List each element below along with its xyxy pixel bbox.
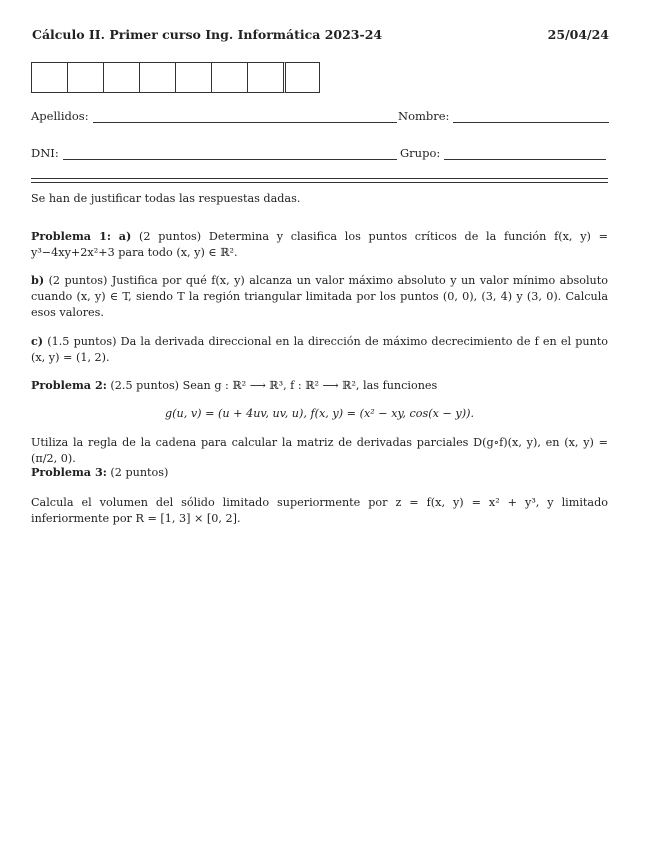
problem-2-intro [31,377,608,394]
dni-line[interactable] [63,158,397,160]
divider-bottom [31,182,608,183]
grade-box[interactable] [67,62,104,93]
exam-title: Cálculo II. Primer curso Ing. Informática 2023-24 [32,27,383,42]
problem-2-task: Utiliza la regla de la cadena para calcular la matriz de derivadas parciales D(g∘f)(x, y), en (x, y) = (π/2, 0). [31,436,608,465]
grade-box-total[interactable] [283,62,320,93]
grade-box[interactable] [175,62,212,93]
problem-3-label: Problema 3: [31,465,107,479]
apellidos-line[interactable] [93,121,397,123]
apellidos-field [31,109,397,123]
grade-box[interactable] [31,62,68,93]
problem-1c [31,333,608,366]
problem-2-label: Problema 2: [31,378,107,392]
dni-label: DNI: [31,146,59,160]
problem-3-text: Calcula el volumen del sólido limitado superiormente por z = f(x, y) = x² + y³, y limitado inferiormente por R = [1, 3] × [0, 2]. [31,496,608,525]
exam-date: 25/04/24 [547,27,609,42]
part-a-text: (2 puntos) Determina y clasifica los puntos críticos de la función f(x, y) = y³−4xy+2x²+3 para todo (x, y) ∈ ℝ². [31,230,608,259]
part-b-text: (2 puntos) Justifica por qué f(x, y) alcanza un valor máximo absoluto y un valor mínimo absoluto cuando (x, y) ∈ T, siendo T la región triangular limitada por los puntos (0, 0), (3, 4) y (3, 0). Calcula esos valores. [31,274,608,319]
part-c-text: (1.5 puntos) Da la derivada direccional en la dirección de máximo decrecimiento de f en el punto (x, y) = (1, 2). [31,335,609,364]
problem-3-points: (2 puntos) [110,466,169,479]
grupo-line[interactable] [444,158,606,160]
problem-2-formula: g(u, v) = (u + 4uv, uv, u), f(x, y) = (x² − xy, cos(x − y)). [165,407,474,420]
grupo-label: Grupo: [400,146,441,160]
grade-box[interactable] [247,62,284,93]
problem-1a [31,228,608,261]
divider-top [31,178,608,179]
part-c-label: c) [31,334,44,348]
dni-field [31,146,397,160]
grade-boxes [31,62,320,93]
grade-box[interactable] [211,62,248,93]
nombre-field [398,109,609,123]
problem-3-header [31,464,608,481]
part-b-label: b) [31,273,45,287]
problem-2-intro-text: (2.5 puntos) Sean g : ℝ² ⟶ ℝ³, f : ℝ² ⟶ ℝ², las funciones [110,379,438,392]
grupo-field [400,146,606,160]
grade-box[interactable] [139,62,176,93]
grade-box[interactable] [103,62,140,93]
apellidos-label: Apellidos: [31,109,89,123]
nombre-label: Nombre: [398,109,450,123]
part-a-label: a) [118,229,132,243]
instructions: Se han de justificar todas las respuestas dadas. [31,192,301,205]
problem-1b [31,272,608,321]
problem-1-label: Problema 1: [31,229,112,243]
nombre-line[interactable] [453,121,609,123]
